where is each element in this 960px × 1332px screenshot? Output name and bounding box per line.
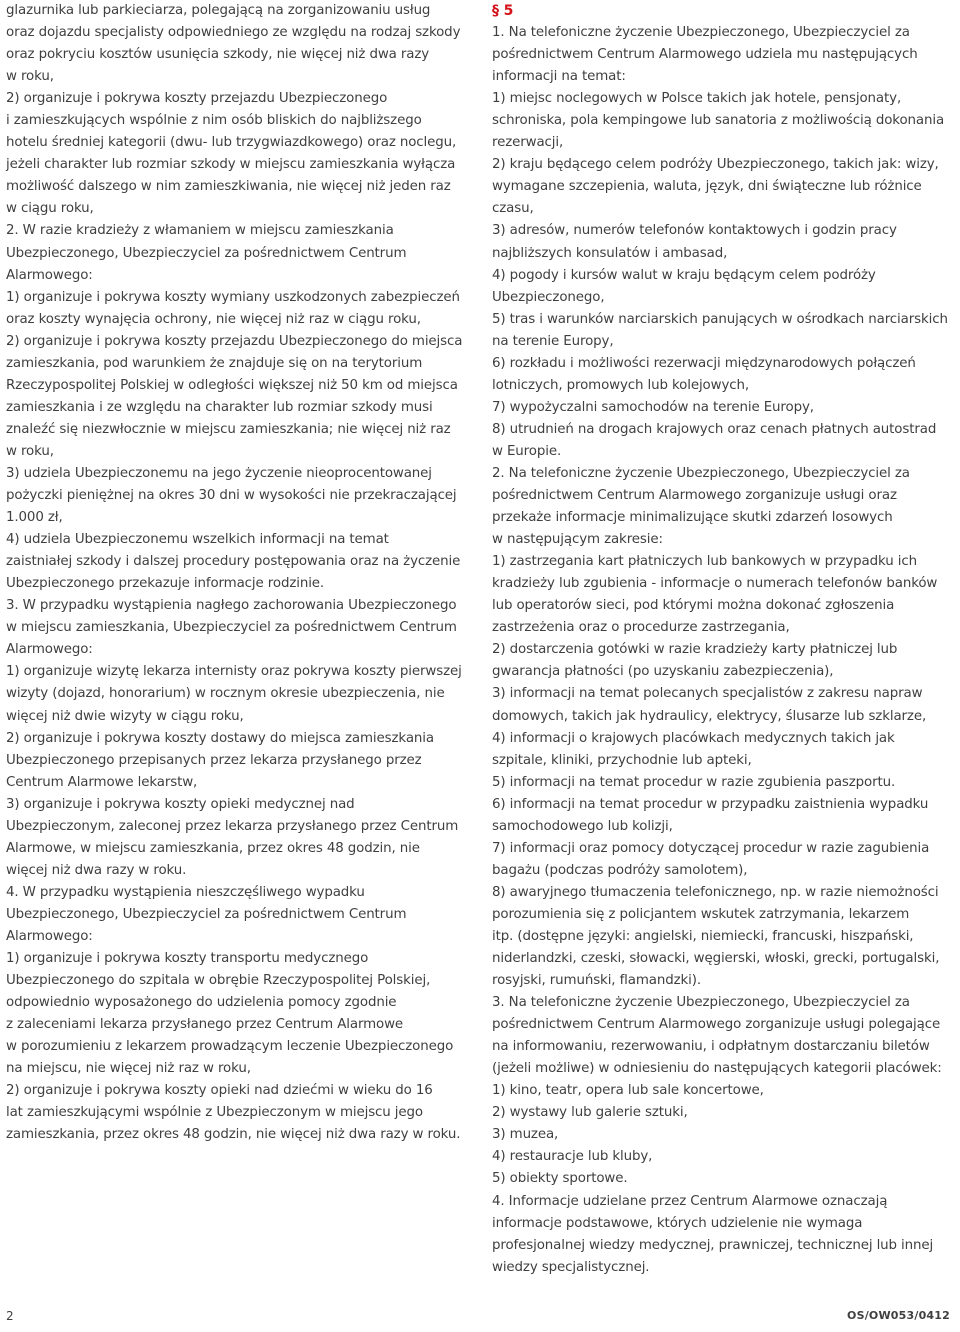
text-line: 1) organizuje wizytę lekarza internisty oraz pokrywa koszty pierwszej: [6, 664, 462, 680]
text-line: 2) organizuje i pokrywa koszty przejazdu Ubezpieczonego: [6, 91, 388, 107]
text-line: szpitale, kliniki, przychodnie lub apteki,: [492, 752, 752, 768]
text-line: zamieszkania i ze względu na charakter lub rozmiar szkody musi: [6, 399, 433, 415]
text-line: 4. W przypadku wystąpienia nieszczęśliwego wypadku: [6, 884, 365, 900]
text-line: 1. Na telefoniczne życzenie Ubezpieczonego, Ubezpieczyciel za: [492, 25, 910, 41]
text-line: 4) informacji o krajowych placówkach medycznych takich jak: [492, 730, 895, 746]
text-line: 3) informacji na temat polecanych specjalistów z zakresu napraw: [492, 686, 923, 702]
text-line: bagażu (podczas podróży samolotem),: [492, 862, 748, 878]
text-line: Ubezpieczonego do szpitala w obrębie Rzeczypospolitej Polskiej,: [6, 973, 431, 989]
text-line: rezerwacji,: [492, 135, 564, 151]
text-line: 6) rozkładu i możliwości rezerwacji międzynarodowych połączeń: [492, 355, 916, 371]
text-line: 2) wystawy lub galerie sztuki,: [492, 1105, 688, 1121]
text-line: zastrzeżenia oraz o procedurze zastrzegania,: [492, 620, 790, 636]
text-line: w miejscu zamieszkania, Ubezpieczyciel za pośrednictwem Centrum: [6, 620, 457, 636]
text-line: 2) organizuje i pokrywa koszty opieki nad dziećmi w wieku do 16: [6, 1083, 433, 1099]
text-line: samochodowego lub kolizji,: [492, 818, 673, 834]
text-line: 8) utrudnień na drogach krajowych oraz cenach płatnych autostrad: [492, 421, 937, 437]
text-line: możliwość dalszego w nim zamieszkiwania, nie więcej niż jeden raz: [6, 179, 451, 195]
text-line: Alarmowego:: [6, 267, 93, 283]
left-column: [6, 0, 476, 1146]
text-line: odpowiednio wyposażonego do udzielenia pomocy zgodnie: [6, 995, 397, 1011]
text-line: wymagane szczepienia, waluta, język, dni świąteczne lub różnice: [492, 179, 922, 195]
text-line: 3) muzea,: [492, 1127, 559, 1143]
text-line: 3) adresów, numerów telefonów kontaktowych i godzin pracy: [492, 223, 897, 239]
text-line: informacji na temat:: [492, 69, 626, 85]
text-line: jeżeli charakter lub rozmiar szkody w miejscu zamieszkania wyłącza: [6, 157, 456, 173]
text-line: 2) organizuje i pokrywa koszty dostawy do miejsca zamieszkania: [6, 730, 434, 746]
text-line: 5) obiekty sportowe.: [492, 1171, 628, 1187]
text-line: 2) kraju będącego celem podróży Ubezpieczonego, takich jak: wizy,: [492, 157, 939, 173]
text-line: lub operatorów sieci, pod którymi można dokonać zgłoszenia: [492, 598, 895, 614]
page-number: 2: [6, 1309, 14, 1323]
text-line: itp. (dostępne języki: angielski, niemiecki, francuski, hiszpański,: [492, 928, 914, 944]
text-line: wiedzy specjalistycznej.: [492, 1259, 650, 1275]
text-line: informacje podstawowe, których udzielenie nie wymaga: [492, 1215, 863, 1231]
text-line: niderlandzki, czeski, słowacki, węgierski, włoski, grecki, portugalski,: [492, 951, 940, 967]
text-line: hotelu średniej kategorii (dwu- lub trzygwiazdkowego) oraz noclegu,: [6, 135, 457, 151]
text-line: 7) informacji oraz pomocy dotyczącej procedur w razie zagubienia: [492, 840, 930, 856]
text-line: z zaleceniami lekarza przysłanego przez Centrum Alarmowe: [6, 1017, 404, 1033]
text-line: Ubezpieczonego, Ubezpieczyciel za pośrednictwem Centrum: [6, 906, 407, 922]
text-line: 4) restauracje lub kluby,: [492, 1149, 653, 1165]
text-line: zamieszkania, przez okres 48 godzin, nie więcej niż dwa razy w roku.: [6, 1127, 461, 1143]
text-line: Alarmowego:: [6, 642, 93, 658]
text-line: kradzieży lub zgubienia - informacje o numerach telefonów banków: [492, 576, 938, 592]
text-line: pośrednictwem Centrum Alarmowego zorganizuje usługi oraz: [492, 488, 897, 504]
text-line: więcej niż dwa razy w roku.: [6, 862, 187, 878]
text-line: 1) organizuje i pokrywa koszty transportu medycznego: [6, 951, 369, 967]
text-line: (jeżeli możliwe) w odniesieniu do następujących kategorii placówek:: [492, 1061, 942, 1077]
text-line: Alarmowe, w miejscu zamieszkania, przez okres 48 godzin, nie: [6, 840, 420, 856]
right-column: [492, 0, 958, 1279]
text-line: oraz koszty wynajęcia ochrony, nie więcej niż raz w ciągu roku,: [6, 311, 421, 327]
text-line: w roku,: [6, 443, 54, 459]
text-line: rosyjski, rumuński, flamandzki).: [492, 973, 701, 989]
text-line: lat zamieszkującymi wspólnie z Ubezpieczonym w miejscu jego: [6, 1105, 423, 1121]
text-line: znaleźć się niezwłocznie w miejscu zamieszkania; nie więcej niż raz: [6, 421, 451, 437]
text-line: glazurnika lub parkieciarza, polegającą na zorganizowaniu usług: [6, 3, 431, 18]
text-line: 1) kino, teatr, opera lub sale koncertowe,: [492, 1083, 764, 1099]
text-line: Centrum Alarmowe lekarstw,: [6, 774, 198, 790]
text-line: i zamieszkujących wspólnie z nim osób bliskich do najbliższego: [6, 113, 422, 129]
section-heading: § 5: [492, 3, 514, 19]
text-line: 2. Na telefoniczne życzenie Ubezpieczonego, Ubezpieczyciel za: [492, 465, 910, 481]
text-line: w ciągu roku,: [6, 201, 94, 217]
text-line: w porozumieniu z lekarzem prowadzącym leczenie Ubezpieczonego: [6, 1039, 454, 1055]
text-line: 1) zastrzegania kart płatniczych lub bankowych w przypadku ich: [492, 554, 917, 570]
text-line: Rzeczypospolitej Polskiej w odległości większej niż 50 km od miejsca: [6, 377, 458, 393]
text-line: 3) organizuje i pokrywa koszty opieki medycznej nad: [6, 796, 355, 812]
text-line: 3. W przypadku wystąpienia nagłego zachorowania Ubezpieczonego: [6, 598, 457, 614]
text-line: przekaże informacje minimalizujące skutki zdarzeń losowych: [492, 510, 893, 526]
text-line: 4) udziela Ubezpieczonemu wszelkich informacji na temat: [6, 532, 389, 548]
text-line: porozumienia się z policjantem wskutek zatrzymania, lekarzem: [492, 906, 910, 922]
text-line: 1) miejsc noclegowych w Polsce takich jak hotele, pensjonaty,: [492, 91, 902, 107]
text-line: 1) organizuje i pokrywa koszty wymiany uszkodzonych zabezpieczeń: [6, 289, 460, 305]
document-code: OS/OW053/0412: [847, 1309, 950, 1322]
text-line: Ubezpieczonym, zaleconej przez lekarza przysłanego przez Centrum: [6, 818, 459, 834]
text-line: na miejscu, nie więcej niż raz w roku,: [6, 1061, 251, 1077]
text-line: 7) wypożyczalni samochodów na terenie Europy,: [492, 399, 814, 415]
text-line: 1.000 zł,: [6, 510, 63, 526]
text-line: 4. Informacje udzielane przez Centrum Alarmowe oznaczają: [492, 1193, 888, 1209]
text-line: domowych, takich jak hydraulicy, elektrycy, ślusarze lub szklarze,: [492, 708, 927, 724]
text-line: 3. Na telefoniczne życzenie Ubezpieczonego, Ubezpieczyciel za: [492, 995, 910, 1011]
text-line: schroniska, pola kempingowe lub sanatoria z możliwością dokonania: [492, 113, 945, 129]
text-line: w Europie.: [492, 443, 562, 459]
text-line: pożyczki pieniężnej na okres 30 dni w wysokości nie przekraczającej: [6, 488, 457, 504]
text-line: w następującym zakresie:: [492, 532, 663, 548]
text-line: 5) tras i warunków narciarskich panujących w ośrodkach narciarskich: [492, 311, 948, 327]
text-line: 6) informacji na temat procedur w przypadku zaistnienia wypadku: [492, 796, 929, 812]
text-line: najbliższych konsulatów i ambasad,: [492, 245, 728, 261]
text-line: 2) dostarczenia gotówki w razie kradzieży karty płatniczej lub: [492, 642, 898, 658]
text-line: gwarancja płatności (po uzyskaniu zabezpieczenia),: [492, 664, 834, 680]
text-line: pośrednictwem Centrum Alarmowego zorganizuje usługi polegające: [492, 1017, 941, 1033]
text-line: Ubezpieczonego,: [492, 289, 605, 305]
text-line: pośrednictwem Centrum Alarmowego udziela mu następujących: [492, 47, 918, 63]
text-line: Ubezpieczonego przekazuje informacje rodzinie.: [6, 576, 325, 592]
text-line: 2) organizuje i pokrywa koszty przejazdu Ubezpieczonego do miejsca: [6, 333, 463, 349]
text-line: 4) pogody i kursów walut w kraju będącym celem podróży: [492, 267, 876, 283]
text-line: lotniczych, promowych lub kolejowych,: [492, 377, 750, 393]
text-line: wizyty (dojazd, honorarium) w rocznym okresie ubezpieczenia, nie: [6, 686, 445, 702]
text-line: na terenie Europy,: [492, 333, 614, 349]
text-line: w roku,: [6, 69, 54, 85]
text-line: profesjonalnej wiedzy medycznej, prawniczej, technicznej lub innej: [492, 1237, 934, 1253]
text-line: 2. W razie kradzieży z włamaniem w miejscu zamieszkania: [6, 223, 394, 239]
text-line: na informowaniu, rezerwowaniu, i odpłatnym dostarczaniu biletów: [492, 1039, 930, 1055]
text-line: więcej niż dwie wizyty w ciągu roku,: [6, 708, 244, 724]
text-line: Ubezpieczonego przepisanych przez lekarza przysłanego przez: [6, 752, 422, 768]
text-line: oraz pokryciu kosztów usunięcia szkody, nie więcej niż dwa razy: [6, 47, 430, 63]
text-line: 3) udziela Ubezpieczonemu na jego życzenie nieoprocentowanej: [6, 465, 432, 481]
text-line: 8) awaryjnego tłumaczenia telefonicznego, np. w razie niemożności: [492, 884, 939, 900]
text-line: zamieszkania, pod warunkiem że znajduje się on na terytorium: [6, 355, 423, 371]
text-line: 5) informacji na temat procedur w razie zgubienia paszportu.: [492, 774, 896, 790]
text-line: Alarmowego:: [6, 928, 93, 944]
text-line: zaistniałej szkody i dalszej procedury postępowania oraz na życzenie: [6, 554, 461, 570]
text-line: Ubezpieczonego, Ubezpieczyciel za pośrednictwem Centrum: [6, 245, 407, 261]
text-line: czasu,: [492, 201, 534, 217]
text-line: oraz dojazdu specjalisty odpowiedniego ze względu na rodzaj szkody: [6, 25, 461, 41]
